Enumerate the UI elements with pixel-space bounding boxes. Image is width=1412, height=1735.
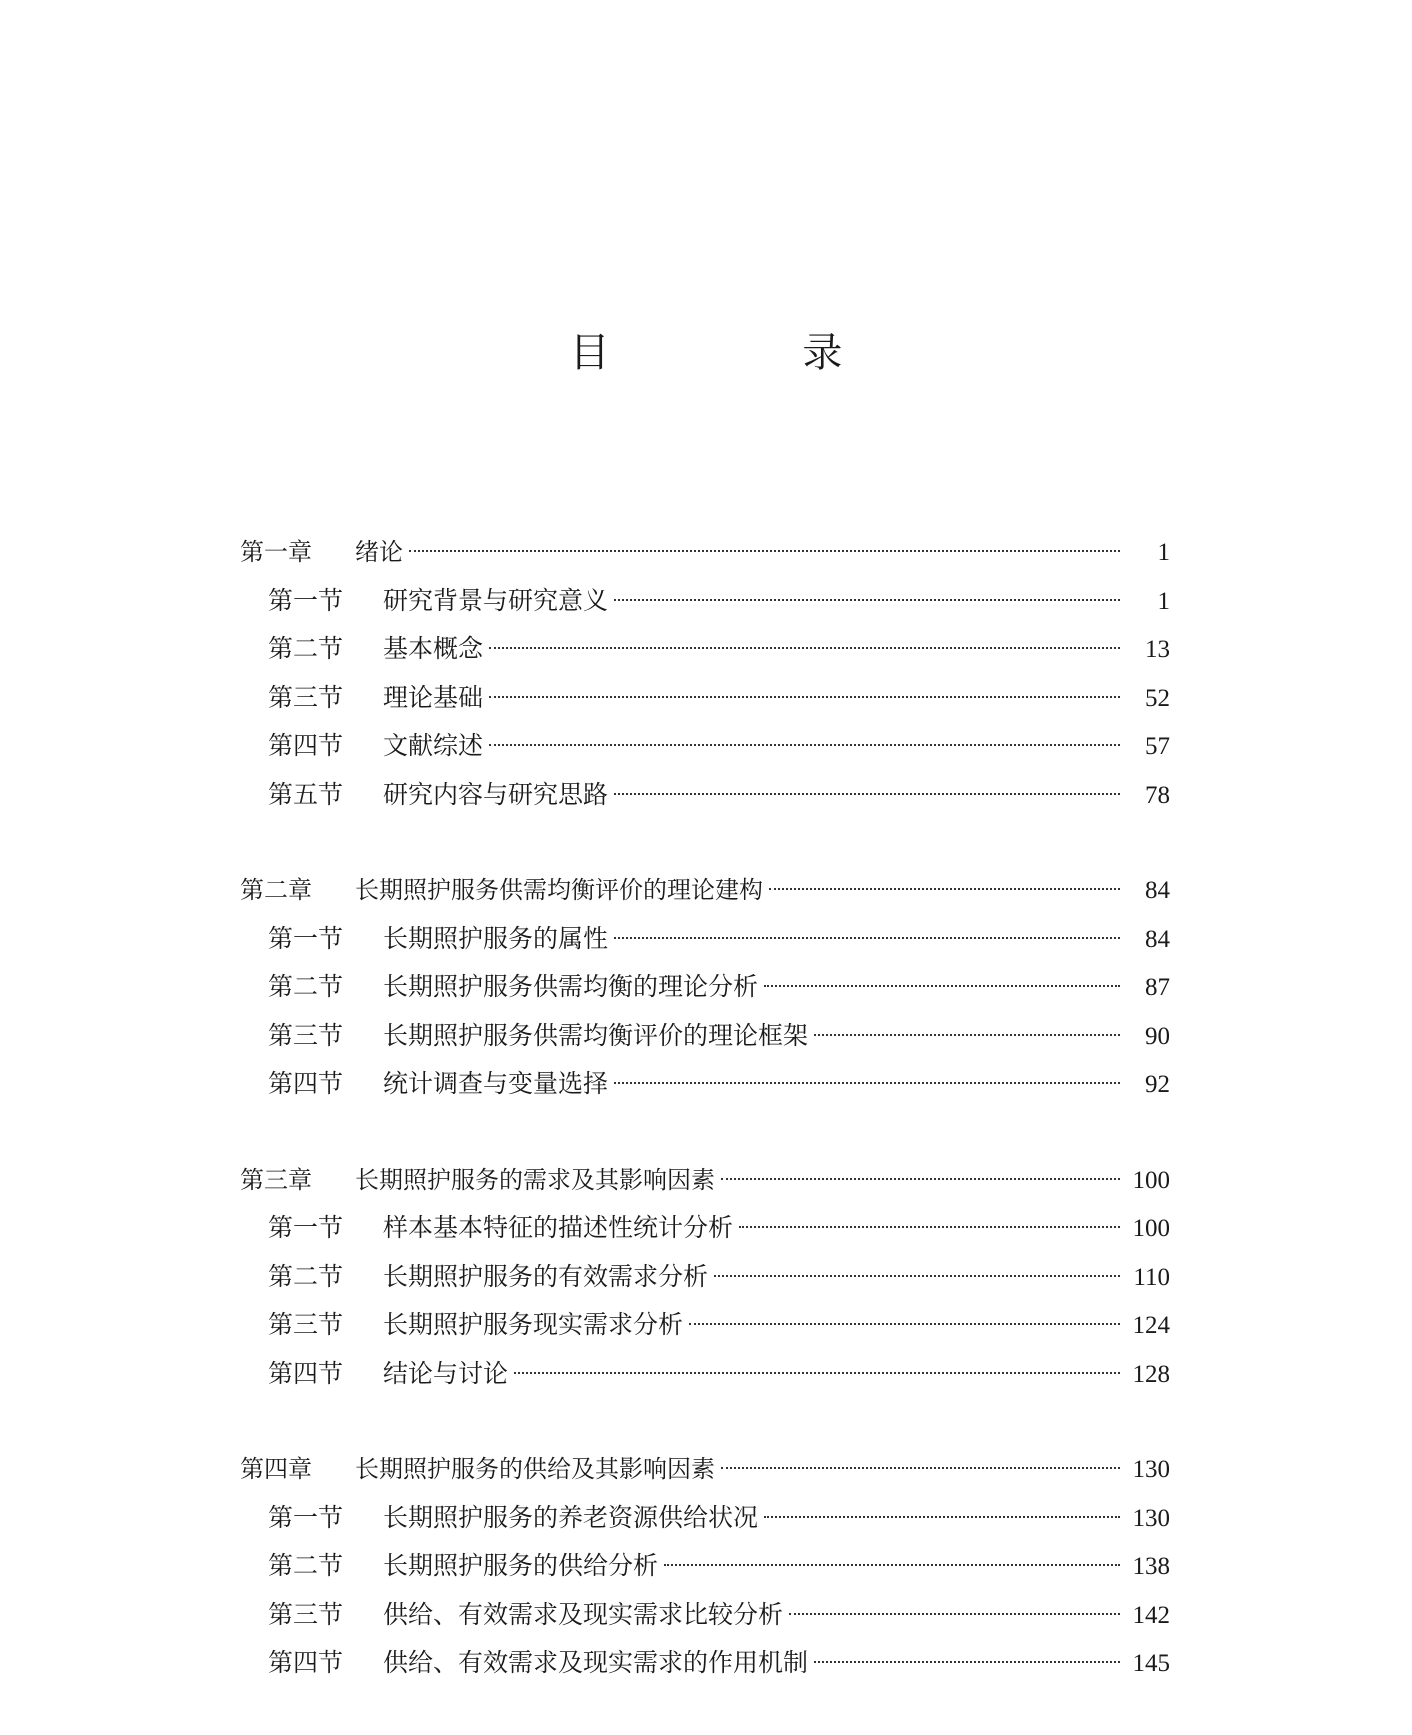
chapter-title: 绪论 — [355, 538, 403, 566]
section-label: 第二节 — [268, 1261, 344, 1291]
section-title: 供给、有效需求及现实需求比较分析 — [383, 1599, 784, 1629]
section-label: 第四节 — [268, 1648, 344, 1677]
section-title: 理论基础 — [383, 682, 484, 712]
toc-section-entry[interactable] — [240, 1350, 1170, 1399]
section-title: 长期照护服务现实需求分析 — [383, 1310, 684, 1339]
toc-section-entry[interactable] — [240, 625, 1170, 674]
toc-section-entry[interactable] — [240, 1542, 1170, 1591]
page-number: 1 — [1157, 587, 1170, 615]
dot-leader — [764, 985, 1120, 987]
dot-leader — [514, 1372, 1120, 1374]
toc-section-entry[interactable] — [240, 1060, 1170, 1109]
toc-section-entry[interactable] — [240, 771, 1170, 820]
page-number: 87 — [1145, 974, 1170, 1001]
toc-section-entry[interactable] — [240, 963, 1170, 1012]
toc-chapter-entry[interactable] — [240, 528, 1170, 577]
dot-leader — [614, 793, 1120, 795]
toc-section-entry[interactable] — [240, 1591, 1170, 1640]
toc-chapter-entry[interactable] — [240, 1156, 1170, 1205]
page-number: 13 — [1145, 636, 1170, 663]
page-number: 78 — [1145, 781, 1170, 809]
section-label: 第二节 — [268, 972, 344, 1001]
toc-section-entry[interactable] — [240, 1639, 1170, 1688]
section-title: 研究背景与研究意义 — [383, 585, 609, 615]
page-number: 90 — [1145, 1022, 1170, 1050]
dot-leader — [814, 1034, 1120, 1036]
section-title: 长期照护服务的属性 — [383, 923, 609, 953]
page-title: 目 录 — [569, 330, 933, 376]
dot-leader — [789, 1613, 1120, 1615]
page-number: 138 — [1132, 1553, 1170, 1580]
section-title: 研究内容与研究思路 — [383, 779, 609, 809]
page-number: 110 — [1133, 1263, 1170, 1291]
section-label: 第三节 — [268, 1310, 344, 1339]
dot-leader — [489, 696, 1120, 698]
dot-leader — [614, 1082, 1120, 1084]
chapter-3 — [240, 1156, 1170, 1399]
toc-chapter-entry[interactable] — [240, 866, 1170, 915]
section-title: 基本概念 — [383, 634, 484, 663]
toc-section-entry[interactable] — [240, 915, 1170, 964]
page-number: 84 — [1145, 877, 1170, 904]
toc-section-entry[interactable] — [240, 1204, 1170, 1253]
section-label: 第二节 — [268, 634, 344, 663]
page-number: 1 — [1157, 539, 1170, 566]
dot-leader — [721, 1467, 1120, 1469]
section-title: 长期照护服务的有效需求分析 — [383, 1261, 709, 1291]
section-label: 第三节 — [268, 682, 344, 712]
section-label: 第五节 — [268, 779, 344, 809]
toc-section-entry[interactable] — [240, 577, 1170, 626]
page-number: 128 — [1132, 1360, 1170, 1388]
section-label: 第二节 — [268, 1551, 344, 1580]
section-title: 样本基本特征的描述性统计分析 — [383, 1213, 734, 1242]
dot-leader — [714, 1275, 1120, 1277]
chapter-label: 第一章 — [240, 538, 312, 566]
dot-leader — [489, 744, 1120, 746]
chapter-4 — [240, 1445, 1170, 1688]
section-title: 长期照护服务的供给分析 — [383, 1551, 659, 1580]
dot-leader — [769, 888, 1120, 890]
dot-leader — [614, 599, 1120, 601]
chapter-title: 长期照护服务的需求及其影响因素 — [355, 1165, 715, 1194]
page-number: 84 — [1145, 925, 1170, 953]
page-number: 92 — [1145, 1071, 1170, 1098]
chapter-label: 第四章 — [240, 1455, 312, 1483]
section-title: 供给、有效需求及现实需求的作用机制 — [383, 1648, 809, 1677]
section-label: 第四节 — [268, 731, 344, 760]
toc-section-entry[interactable] — [240, 1253, 1170, 1302]
dot-leader — [721, 1178, 1120, 1180]
section-title: 长期照护服务供需均衡评价的理论框架 — [383, 1020, 809, 1050]
section-label: 第四节 — [268, 1358, 344, 1388]
chapter-title: 长期照护服务供需均衡评价的理论建构 — [355, 876, 763, 904]
toc-section-entry[interactable] — [240, 1301, 1170, 1350]
section-title: 统计调查与变量选择 — [383, 1069, 609, 1098]
dot-leader — [764, 1516, 1120, 1518]
section-label: 第一节 — [268, 1213, 344, 1242]
table-of-contents — [240, 528, 1170, 1735]
section-label: 第一节 — [268, 585, 344, 615]
page-number: 130 — [1132, 1504, 1170, 1532]
dot-leader — [664, 1564, 1120, 1566]
toc-section-entry[interactable] — [240, 674, 1170, 723]
chapter-2 — [240, 866, 1170, 1109]
section-label: 第三节 — [268, 1020, 344, 1050]
dot-leader — [489, 647, 1120, 649]
dot-leader — [689, 1323, 1120, 1325]
toc-section-entry[interactable] — [240, 1494, 1170, 1543]
page-number: 145 — [1132, 1650, 1170, 1677]
chapter-1 — [240, 528, 1170, 819]
toc-section-entry[interactable] — [240, 722, 1170, 771]
section-label: 第四节 — [268, 1069, 344, 1098]
page-number: 124 — [1132, 1312, 1170, 1339]
section-title: 长期照护服务的养老资源供给状况 — [383, 1502, 759, 1532]
chapter-title: 长期照护服务的供给及其影响因素 — [355, 1455, 715, 1483]
section-label: 第一节 — [268, 1502, 344, 1532]
dot-leader — [614, 937, 1120, 939]
dot-leader — [739, 1226, 1120, 1228]
section-label: 第一节 — [268, 923, 344, 953]
chapter-label: 第三章 — [240, 1165, 312, 1194]
page-number: 100 — [1132, 1215, 1170, 1242]
toc-chapter-entry[interactable] — [240, 1445, 1170, 1494]
section-title: 文献综述 — [383, 731, 484, 760]
toc-section-entry[interactable] — [240, 1012, 1170, 1061]
section-title: 结论与讨论 — [383, 1358, 509, 1388]
section-title: 长期照护服务供需均衡的理论分析 — [383, 972, 759, 1001]
section-label: 第三节 — [268, 1599, 344, 1629]
dot-leader — [409, 550, 1120, 552]
page-number: 52 — [1145, 684, 1170, 712]
dot-leader — [814, 1661, 1120, 1663]
page-number: 100 — [1132, 1166, 1170, 1194]
chapter-label: 第二章 — [240, 876, 312, 904]
page-number: 130 — [1132, 1456, 1170, 1483]
page-number: 142 — [1132, 1601, 1170, 1629]
page-number: 57 — [1145, 733, 1170, 760]
